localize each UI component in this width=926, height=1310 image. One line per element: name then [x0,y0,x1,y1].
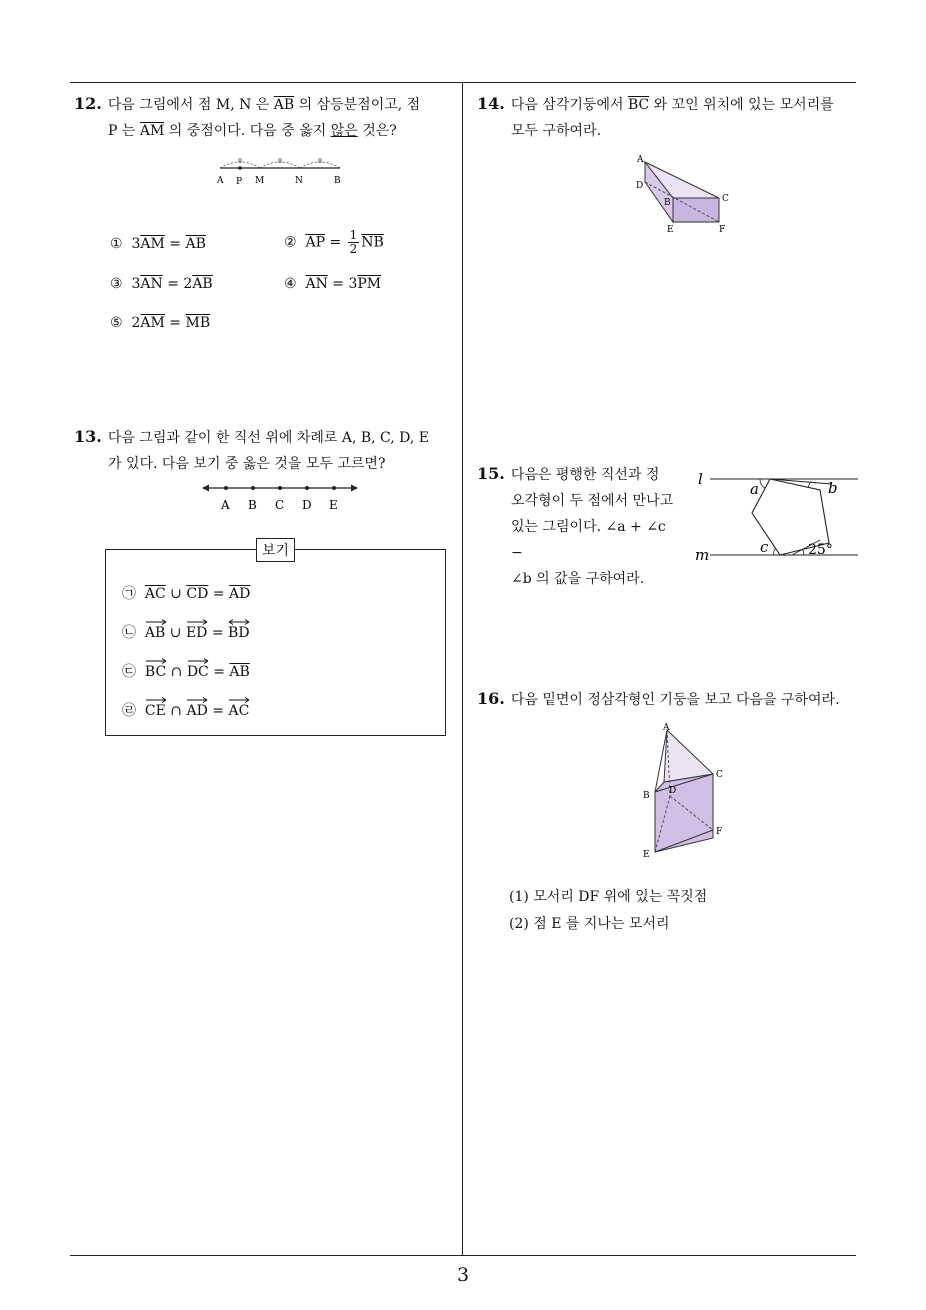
question-16-line1: 16. 다음 밑면이 정삼각형인 기둥을 보고 다음을 구하여라. [477,689,840,708]
question-15 [477,461,677,592]
label-F: F [716,827,723,837]
q16-sub-question-1: (1) 모서리 DF 위에 있는 꼭짓점 [509,889,708,905]
question-13-line1: 13. 다음 그림과 같이 한 직선 위에 차례로 A, B, C, D, E [74,427,430,446]
label-angle: 25° [808,542,833,558]
question-14 [477,91,867,144]
bogi-item-2: ㉡ AB ∪ ED = BD [122,622,250,642]
label-B: B [248,498,257,512]
bottom-rule [70,1255,856,1256]
bogi-item-3: ㉢ BC ∩ DC = $\overline{AB}$ [122,661,250,681]
question-number: 16. [477,689,505,708]
label-C: C [275,498,285,512]
question-13 [74,424,459,477]
ray-arrow: CE [145,703,166,719]
question-13-line2: 가 있다. 다음 보기 중 옳은 것을 모두 고르면? [108,456,386,472]
q12-option-3[interactable]: ③ $3\overline{AN} = 2\overline{AB}$ [110,276,213,292]
top-rule [70,82,856,83]
label-a: a [750,480,759,498]
label-c: c [760,538,769,556]
bogi-title: 보기 [256,538,295,562]
label-N: N [295,176,303,186]
label-M: M [255,176,265,186]
q13-line-figure [198,478,362,514]
question-number: 13. [74,427,102,446]
label-D: D [302,498,312,512]
label-C: C [716,770,723,780]
label-b: b [828,479,838,497]
question-15-line4: ∠b 의 값을 구하여라. [511,571,645,587]
ray-arrow: AD [186,703,207,719]
label-E: E [667,225,674,235]
ray-arrow: DC [187,664,209,680]
question-12-line1: 12. 다음 그림에서 점 M, N 은 $\overline{AB}$ 의 삼등분점이고, 점 [74,94,421,113]
question-16 [477,686,877,713]
question-number: 15. [477,464,505,483]
page-number: 3 [456,1264,470,1286]
ray-arrow: ED [186,625,207,641]
question-15-line1: 15. 다음은 평행한 직선과 정 [477,464,660,483]
question-14-line1: 14. 다음 삼각기둥에서 $\overline{BC}$ 와 꼬인 위치에 있는 모서리를 [477,94,834,113]
label-A: A [663,723,670,733]
label-P: P [236,177,243,187]
question-number: 12. [74,94,102,113]
label-A: A [637,155,644,165]
q16-sub-question-2: (2) 점 E 를 지나는 모서리 [509,916,670,932]
label-E: E [643,850,650,860]
question-number: 14. [477,94,505,113]
label-D: D [669,786,677,796]
bogi-item-1: ㉠ $\overline{AC}$ ∪ $\overline{CD} = \overline{AD}$ [122,586,251,602]
q12-option-2[interactable]: ② $\overline{AP}$ = $\frac{1}{2}$ $\overline{NB}$ [284,228,384,256]
q16-prism-figure [638,720,730,862]
fraction: $\frac{1}{2}$ [349,228,358,256]
question-12-line2: P 는 $\overline{AM}$ 의 중점이다. 다음 중 옳지 않은 것은? [108,123,397,139]
ray-arrow: AB [145,625,165,641]
label-E: E [329,498,338,512]
label-B: B [334,176,341,186]
question-14-line2: 모두 구하여라. [511,123,602,139]
label-B: B [664,198,671,208]
label-A: A [221,498,230,512]
question-15-line2: 오각형이 두 점에서 만나고 [511,493,674,509]
label-l: l [698,470,703,488]
label-F: F [719,225,726,235]
q12-option-5[interactable]: ⑤ $2\overline{AM} = \overline{MB}$ [110,315,211,331]
label-A: A [217,176,224,186]
ray-arrow: BC [145,664,166,680]
q12-option-1[interactable]: ① $3\overline{AM} = \overline{AB}$ [110,236,206,252]
bogi-item-4: ㉣ CE ∩ AD = AC [122,700,249,720]
question-12 [74,91,459,144]
ray-arrow: AC [228,703,249,719]
q14-prism-figure [628,150,738,238]
column-divider [462,82,463,1255]
question-15-line3: 있는 그림이다. ∠a + ∠c − [511,519,666,561]
line-arrow: BD [228,625,250,641]
q15-pentagon-figure [692,468,862,564]
label-D: D [636,181,644,191]
label-B: B [643,791,650,801]
label-m: m [695,546,710,564]
q12-option-4[interactable]: ④ $\overline{AN} = 3\overline{PM}$ [284,276,382,292]
q12-segment-figure [210,152,350,188]
label-C: C [722,194,729,204]
